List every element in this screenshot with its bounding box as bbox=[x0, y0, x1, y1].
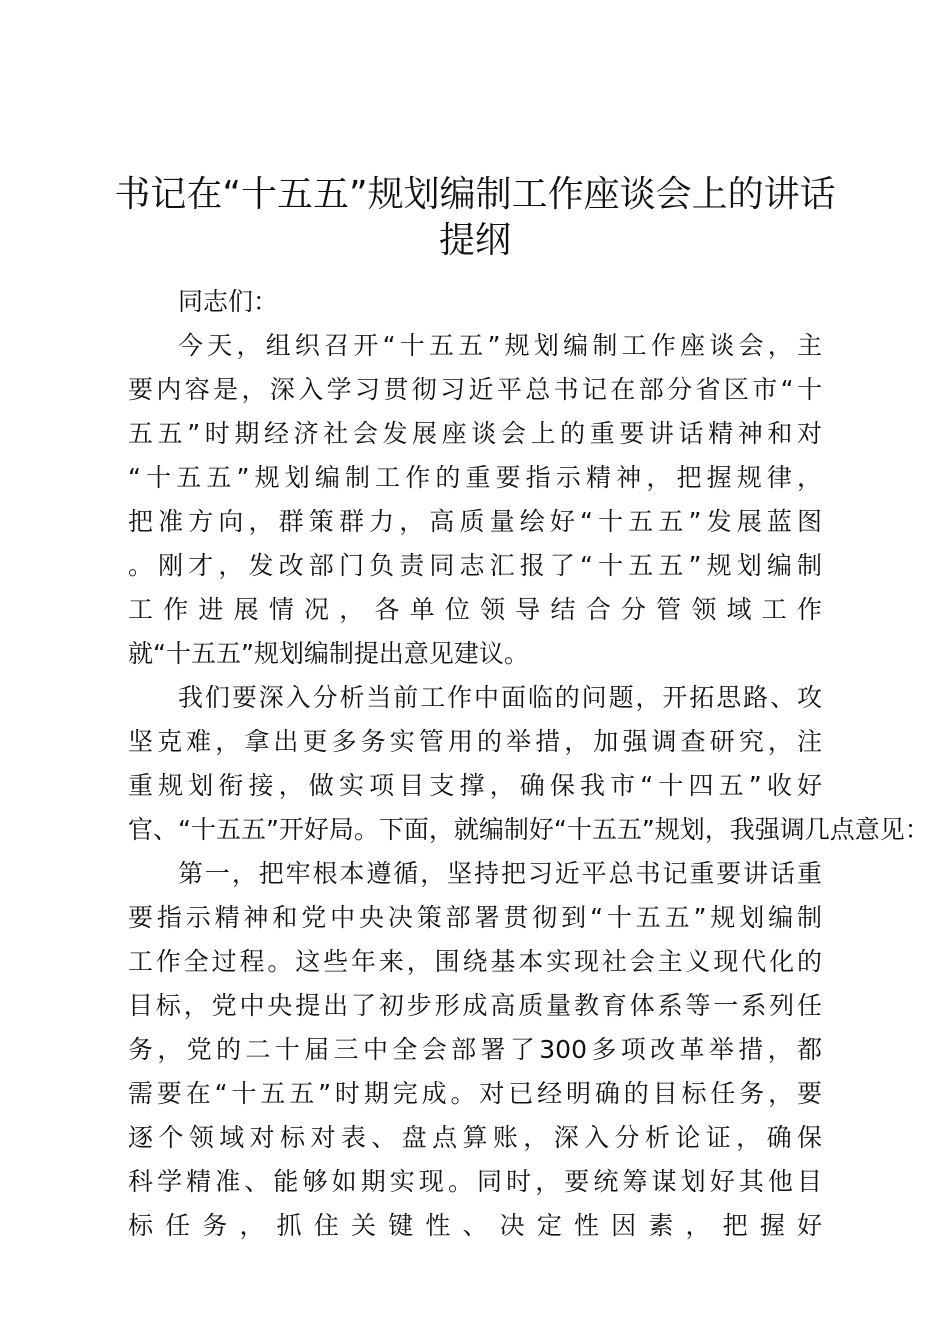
text-line: 务，党的二十届三中全会部署了300多项改革举措，都 bbox=[128, 1035, 822, 1064]
document-body bbox=[128, 280, 930, 1248]
document-title: 书记在“十五五”规划编制工作座谈会上的讲话提纲 bbox=[114, 174, 836, 261]
text-line: 标任务，抓住关键性、决定性因素，把握好 bbox=[128, 1211, 822, 1240]
text-line: 重规划衔接，做实项目支撑，确保我市“十四五”收好 bbox=[128, 771, 822, 800]
text-line: 要内容是，深入学习贯彻习近平总书记在部分省区市“十 bbox=[128, 375, 822, 404]
paragraph-1 bbox=[128, 324, 822, 676]
text-line: 五五”时期经济社会发展座谈会上的重要讲话精神和对 bbox=[128, 419, 822, 448]
text-line: 需要在“十五五”时期完成。对已经明确的目标任务，要 bbox=[128, 1079, 822, 1108]
text-line: 就“十五五”规划编制提出意见建议。 bbox=[128, 639, 529, 668]
text-line: 。刚才，发改部门负责同志汇报了“十五五”规划编制 bbox=[128, 551, 822, 580]
text-line: 同志们： bbox=[178, 287, 279, 316]
text-line: 工作进展情况，各单位领导结合分管领域工作 bbox=[128, 595, 822, 624]
text-line: 逐个领域对标对表、盘点算账，深入分析论证，确保 bbox=[128, 1123, 822, 1152]
text-line: 今天，组织召开“十五五”规划编制工作座谈会，主 bbox=[178, 331, 822, 360]
text-line: 科学精准、能够如期实现。同时，要统筹谋划好其他目 bbox=[128, 1167, 822, 1196]
text-line: 官、“十五五”开好局。下面，就编制好“十五五”规划，我强调几点意见： bbox=[128, 815, 930, 844]
text-line: 要指示精神和党中央决策部署贯彻到“十五五”规划编制 bbox=[128, 903, 822, 932]
paragraph-3 bbox=[128, 852, 822, 1248]
text-line: 把准方向，群策群力，高质量绘好“十五五”发展蓝图 bbox=[128, 507, 822, 536]
text-line: 目标，党中央提出了初步形成高质量教育体系等一系列任 bbox=[128, 991, 822, 1020]
text-line: 工作全过程。这些年来，围绕基本实现社会主义现代化的 bbox=[128, 947, 822, 976]
text-line: 我们要深入分析当前工作中面临的问题，开拓思路、攻 bbox=[178, 683, 822, 712]
paragraph-salutation bbox=[128, 280, 822, 324]
text-line: “十五五”规划编制工作的重要指示精神，把握规律， bbox=[128, 463, 822, 492]
paragraph-2 bbox=[128, 676, 930, 852]
text-line: 第一，把牢根本遵循，坚持把习近平总书记重要讲话重 bbox=[178, 859, 822, 888]
text-line: 坚克难，拿出更多务实管用的举措，加强调查研究，注 bbox=[128, 727, 822, 756]
